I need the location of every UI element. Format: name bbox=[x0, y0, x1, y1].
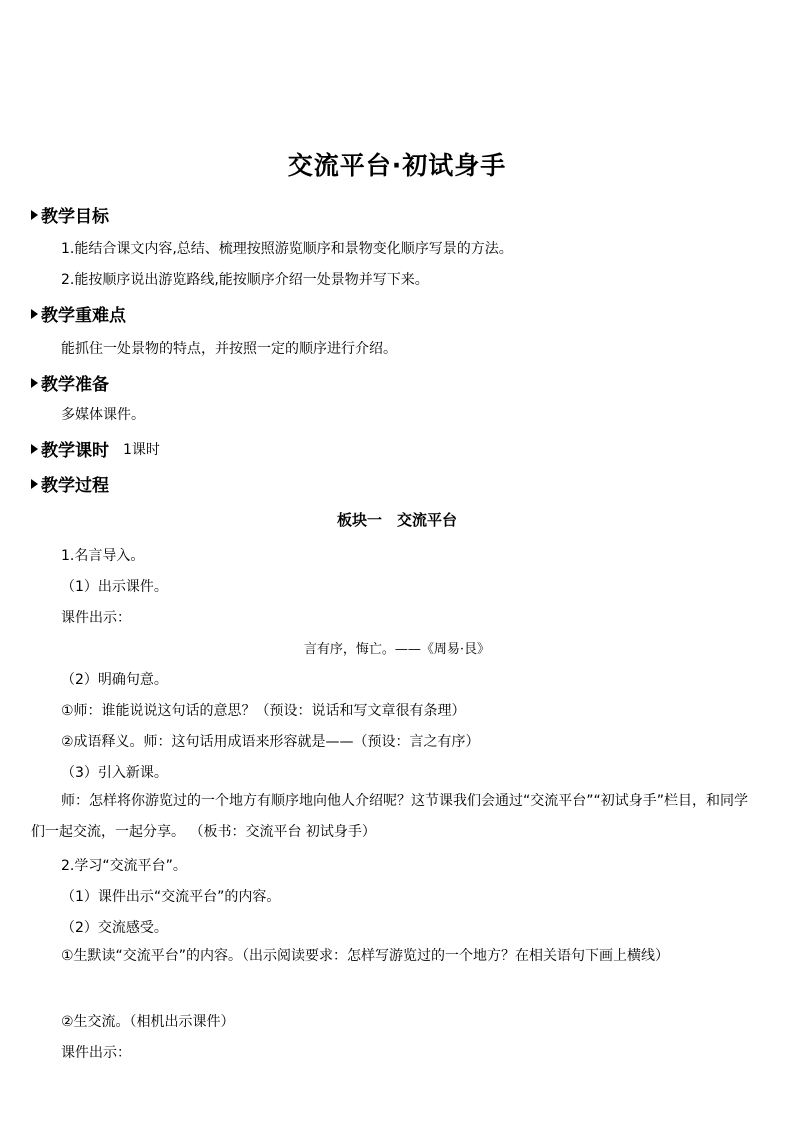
line-5: ①师：谁能说说这句话的意思？（预设：说话和写文章很有条理） bbox=[61, 703, 466, 719]
paragraph-1: 师：怎样将你游览过的一个地方有顺序地向他人介绍呢？这节课我们会通过“交流平台”“初试身手”栏目，和同学们一起交流，一起分享。 （板书：交流平台 初试身手） bbox=[31, 793, 749, 840]
quote-line: 言有序，悔亡。——《周易·艮》 bbox=[303, 642, 491, 657]
section-heading-text: 教学课时 bbox=[41, 441, 109, 461]
block-title: 板块一 交流平台 bbox=[336, 511, 457, 529]
goal-item-1: 1.能结合课文内容,总结、梳理按照游览顺序和景物变化顺序写景的方法。 bbox=[61, 241, 513, 257]
line-12: 课件出示： bbox=[61, 1045, 131, 1061]
line-10: （2）交流感受。 bbox=[61, 920, 168, 936]
triangle-bullet-icon bbox=[31, 309, 38, 319]
section-heading-text: 教学过程 bbox=[41, 476, 109, 496]
line-6: ②成语释义。师：这句话用成语来形容就是——（预设：言之有序） bbox=[61, 734, 480, 750]
goal-item-2: 2.能按顺序说出游览路线,能按顺序介绍一处景物并写下来。 bbox=[61, 272, 429, 288]
section-heading-process bbox=[31, 471, 109, 496]
triangle-bullet-icon bbox=[31, 378, 38, 388]
line-2: （1）出示课件。 bbox=[61, 579, 168, 595]
line-11: ②生交流。（相机出示课件） bbox=[61, 1014, 235, 1030]
section-heading-hours bbox=[31, 436, 160, 461]
key-points-text: 能抓住一处景物的特点，并按照一定的顺序进行介绍。 bbox=[61, 341, 397, 357]
section-heading-text: 教学准备 bbox=[41, 375, 109, 395]
section-heading-prep bbox=[31, 370, 109, 395]
prep-text: 多媒体课件。 bbox=[61, 407, 145, 423]
section-heading-goals bbox=[31, 202, 109, 227]
section-heading-key-points bbox=[31, 301, 126, 326]
triangle-bullet-icon bbox=[31, 210, 38, 220]
line-1: 1.名言导入。 bbox=[61, 548, 145, 564]
paragraph-2: ①生默读“交流平台”的内容。（出示阅读要求：怎样写游览过的一个地方？在相关语句下画上横线） bbox=[61, 948, 670, 964]
line-7: （3）引入新课。 bbox=[61, 765, 168, 781]
line-4: （2）明确句意。 bbox=[61, 672, 168, 688]
line-9: （1）课件出示“交流平台”的内容。 bbox=[61, 889, 281, 905]
hours-value: 1课时 bbox=[123, 441, 160, 458]
page-title: 交流平台·初试身手 bbox=[287, 151, 507, 180]
line-3: 课件出示： bbox=[61, 610, 131, 626]
section-heading-text: 教学目标 bbox=[41, 207, 109, 227]
line-8: 2.学习“交流平台”。 bbox=[61, 858, 187, 874]
triangle-bullet-icon bbox=[31, 444, 38, 454]
triangle-bullet-icon bbox=[31, 479, 38, 489]
section-heading-text: 教学重难点 bbox=[41, 306, 126, 326]
